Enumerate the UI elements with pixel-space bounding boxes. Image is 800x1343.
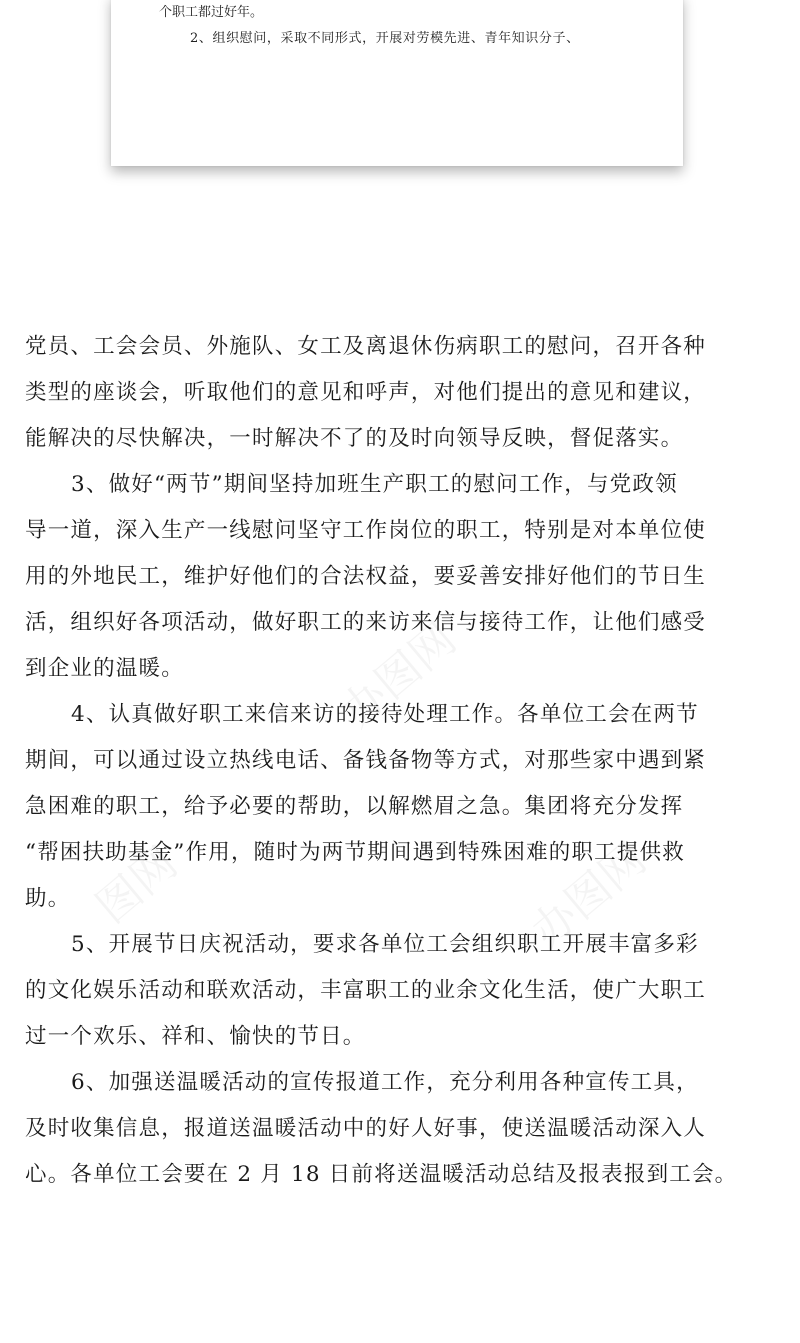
paragraph-5-start: 5、开展节日庆祝活动，要求各单位工会组织职工开展丰富多彩 <box>71 932 699 957</box>
text-line: 及时收集信息，报道送温暖活动中的好人好事，使送温暖活动深入人 <box>25 1116 707 1141</box>
text-line: 用的外地民工，维护好他们的合法权益，要妥善安排好他们的节日生 <box>25 564 707 589</box>
text-line: 助。 <box>25 886 71 911</box>
text-line: 活，组织好各项活动，做好职工的来访来信与接待工作，让他们感受 <box>25 610 707 635</box>
paragraph-6-start: 6、加强送温暖活动的宣传报道工作，充分利用各种宣传工具， <box>71 1070 699 1095</box>
card-text-line: 2、组织慰问，采取不同形式，开展对劳模先进、青年知识分子、 <box>190 31 580 46</box>
paragraph-4-start: 4、认真做好职工来信来访的接待处理工作。各单位工会在两节 <box>71 702 699 727</box>
document-body <box>25 324 770 1198</box>
paragraph-3-start: 3、做好“两节”期间坚持加班生产职工的慰问工作，与党政领 <box>71 472 678 497</box>
text-line: 能解决的尽快解决，一时解决不了的及时向领导反映，督促落实。 <box>25 426 684 451</box>
text-line: 类型的座谈会，听取他们的意见和呼声，对他们提出的意见和建议， <box>25 380 707 405</box>
text-line: 过一个欢乐、祥和、愉快的节日。 <box>25 1024 366 1049</box>
text-line: 期间，可以通过设立热线电话、备钱备物等方式，对那些家中遇到紧 <box>25 748 707 773</box>
card-text-line: 个职工都过好年。 <box>159 5 264 20</box>
text-line: 急困难的职工，给予必要的帮助，以解燃眉之急。集团将充分发挥 <box>25 794 684 819</box>
text-line: 到企业的温暖。 <box>25 656 184 681</box>
text-line: 导一道，深入生产一线慰问坚守工作岗位的职工，特别是对本单位使 <box>25 518 707 543</box>
text-line: 的文化娱乐活动和联欢活动，丰富职工的业余文化生活，使广大职工 <box>25 978 707 1003</box>
text-line: 心。各单位工会要在 2 月 18 日前将送温暖活动总结及报表报到工会。 <box>25 1162 738 1187</box>
document-preview-card <box>111 0 683 166</box>
text-line: “帮困扶助基金”作用，随时为两节期间遇到特殊困难的职工提供救 <box>25 840 685 865</box>
text-line: 党员、工会会员、外施队、女工及离退休伤病职工的慰问，召开各种 <box>25 334 707 359</box>
